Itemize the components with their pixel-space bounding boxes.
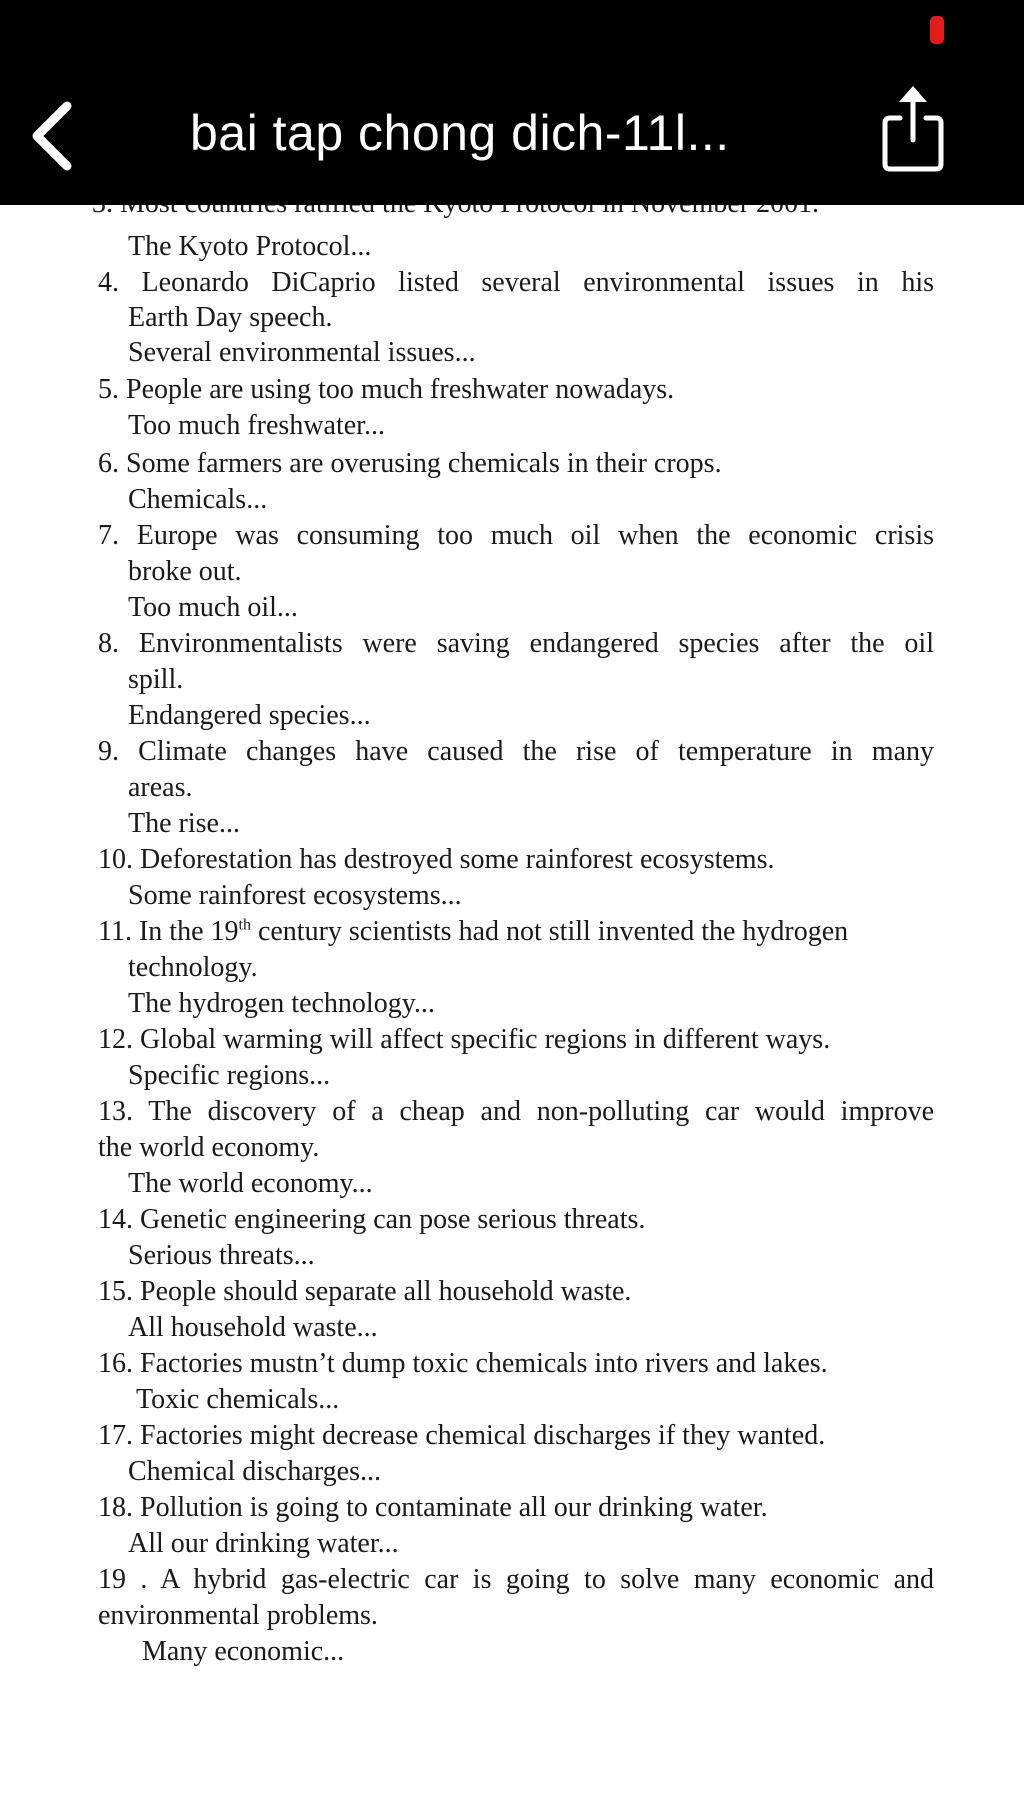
question-line: areas. xyxy=(128,772,193,803)
answer-line: Endangered species... xyxy=(128,700,371,731)
question-line: Earth Day speech. xyxy=(128,302,333,333)
question-line: 13. The discovery of a cheap and non-polluting car would improve xyxy=(98,1096,934,1127)
answer-line: Some rainforest ecosystems... xyxy=(128,880,462,911)
answer-line: The rise... xyxy=(128,808,240,839)
answer-line: All household waste... xyxy=(128,1312,378,1343)
answer-line: The world economy... xyxy=(128,1168,373,1199)
question-line: 18. Pollution is going to contaminate all our drinking water. xyxy=(98,1492,768,1523)
question-line: 4. Leonardo DiCaprio listed several environmental issues in his xyxy=(98,267,934,298)
answer-line: Toxic chemicals... xyxy=(136,1384,340,1415)
answer-line: Many economic... xyxy=(142,1636,345,1667)
question-line: 7. Europe was consuming too much oil when the economic crisis xyxy=(98,520,934,551)
answer-line: All our drinking water... xyxy=(128,1528,399,1559)
question-text: 11. In the 19 xyxy=(98,916,239,947)
share-button[interactable] xyxy=(876,78,950,178)
question-line: 14. Genetic engineering can pose serious threats. xyxy=(98,1204,646,1235)
answer-line: The hydrogen technology... xyxy=(128,988,435,1019)
answer-line: Chemical discharges... xyxy=(128,1456,381,1487)
question-line: environmental problems. xyxy=(98,1600,378,1631)
question-line: 6. Some farmers are overusing chemicals in their crops. xyxy=(98,448,722,479)
back-button[interactable] xyxy=(22,98,82,174)
question-line: 5. People are using too much freshwater nowadays. xyxy=(98,374,675,405)
recording-indicator xyxy=(930,16,944,44)
question-line: 8. Environmentalists were saving endangered species after the oil xyxy=(98,628,934,659)
question-line: 16. Factories mustn’t dump toxic chemicals into rivers and lakes. xyxy=(98,1348,828,1379)
question-line: broke out. xyxy=(128,556,242,587)
question-line: the world economy. xyxy=(98,1132,320,1163)
answer-line: The Kyoto Protocol... xyxy=(128,231,372,262)
answer-line: Too much freshwater... xyxy=(128,410,385,441)
document-title: bai tap chong dich-11l... xyxy=(190,105,730,161)
chevron-left-icon xyxy=(27,100,77,172)
answer-line: Specific regions... xyxy=(128,1060,331,1091)
question-line: spill. xyxy=(128,664,184,695)
answer-line: Chemicals... xyxy=(128,484,268,515)
answer-line: Several environmental issues... xyxy=(128,337,476,368)
question-line: 10. Deforestation has destroyed some rainforest ecosystems. xyxy=(98,844,775,875)
question-line: 17. Factories might decrease chemical discharges if they wanted. xyxy=(98,1420,826,1451)
question-line: 9. Climate changes have caused the rise of temperature in many xyxy=(98,736,934,767)
answer-line: Serious threats... xyxy=(128,1240,315,1271)
question-line: 19 . A hybrid gas-electric car is going to solve many economic and xyxy=(98,1564,934,1595)
question-text: century scientists had not still invented the hydrogen xyxy=(250,916,849,947)
question-line: 15. People should separate all household waste. xyxy=(98,1276,632,1307)
question-line xyxy=(98,914,934,950)
answer-line: Too much oil... xyxy=(128,592,298,623)
top-navigation-bar xyxy=(0,0,1024,205)
share-icon xyxy=(880,82,946,174)
question-line: technology. xyxy=(128,952,258,983)
superscript: th xyxy=(238,916,251,934)
question-line: 12. Global warming will affect specific regions in different ways. xyxy=(98,1024,831,1055)
